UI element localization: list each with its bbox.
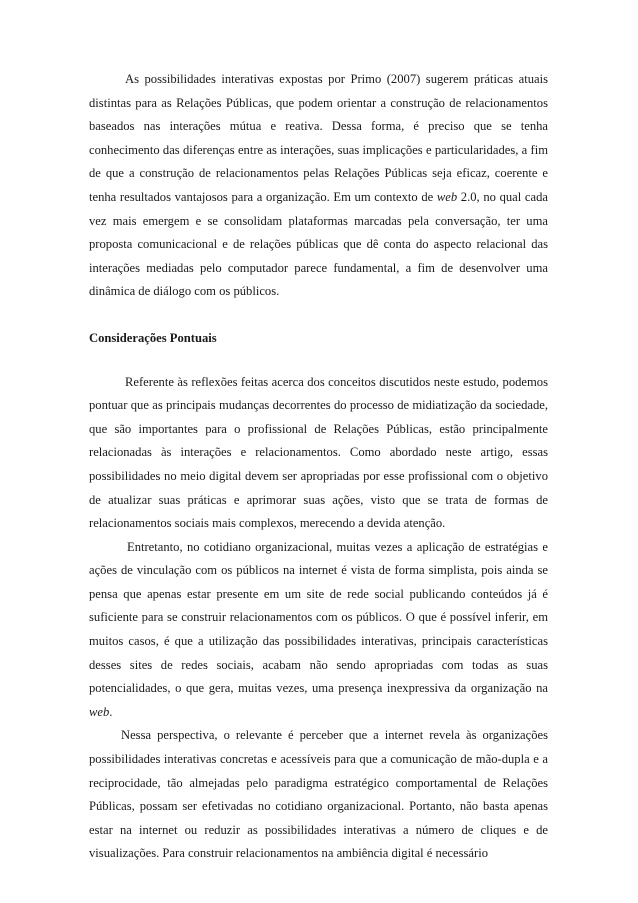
text-run: Entretanto, no cotidiano organizacional, muitas vezes a aplicação de estratégias e ações de vinculação com os públicos na internet é vista de forma simplista, pois ainda se pensa que apenas estar presente em um site de rede social publicando conteúdos já é suficiente para se construir relacionamentos com os públicos. O que é possível inferir, em muitos casos, é que a utilização das possibilidades interativas, principais características desses sites de redes sociais, acabam não sendo apropriadas com todas as suas potencialidades, o que gera, muitas vezes, uma presença inexpressiva da organização na xyxy=(89,539,548,696)
section-paragraph-3 xyxy=(89,724,548,866)
text-run: 2.0, no qual cada vez mais emergem e se consolidam plataformas marcadas pela conversação, ter uma proposta comunicacional e de relações públicas que dê conta do aspecto relacional das interações mediadas pelo computador parece fundamental, a fim de desenvolver uma dinâmica de diálogo com os públicos. xyxy=(89,189,548,299)
section-heading: Considerações Pontuais xyxy=(89,330,217,345)
section-paragraph-1 xyxy=(89,371,548,536)
italic-term: web xyxy=(436,189,458,204)
italic-term: web xyxy=(89,704,110,719)
text-run: Referente às reflexões feitas acerca dos conceitos discutidos neste estudo, podemos pontuar que as principais mudanças decorrentes do processo de midiatização da sociedade, que são importantes para o profissional de Relações Públicas, estão principalmente relacionadas às interações e relacionamentos. Como abordado neste artigo, essas possibilidades no meio digital devem ser apropriadas por esse profissional com o objetivo de atualizar suas práticas e aprimorar suas ações, visto que se trata de formas de relacionamentos sociais mais complexos, merecendo a devida atenção. xyxy=(89,374,548,531)
text-run: Nessa perspectiva, o relevante é perceber que a internet revela às organizações possibilidades interativas concretas e acessíveis para que a comunicação de mão-dupla e a reciprocidade, tão almejadas pelo paradigma estratégico comportamental de Relações Públicas, possam ser efetivadas no cotidiano organizacional. Portanto, não basta apenas estar na internet ou reduzir as possibilidades interativas a número de cliques e de visualizações. Para construir relacionamentos na ambiência digital é necessário xyxy=(89,728,548,861)
document-page xyxy=(89,68,548,866)
text-run: . xyxy=(109,704,113,719)
intro-paragraph xyxy=(89,68,548,304)
section-paragraph-2 xyxy=(89,536,548,725)
text-run: As possibilidades interativas expostas por Primo (2007) sugerem práticas atuais distintas para as Relações Públicas, que podem orientar a construção de relacionamentos baseados nas interações mútua e reativa. Dessa forma, é preciso que se tenha conhecimento das diferenças entre as interações, suas implicações e particularidades, a fim de que a construção de relacionamentos pelas Relações Públicas seja eficaz, coerente e tenha resultados vantajosos para a organização. Em um contexto de xyxy=(89,72,548,204)
